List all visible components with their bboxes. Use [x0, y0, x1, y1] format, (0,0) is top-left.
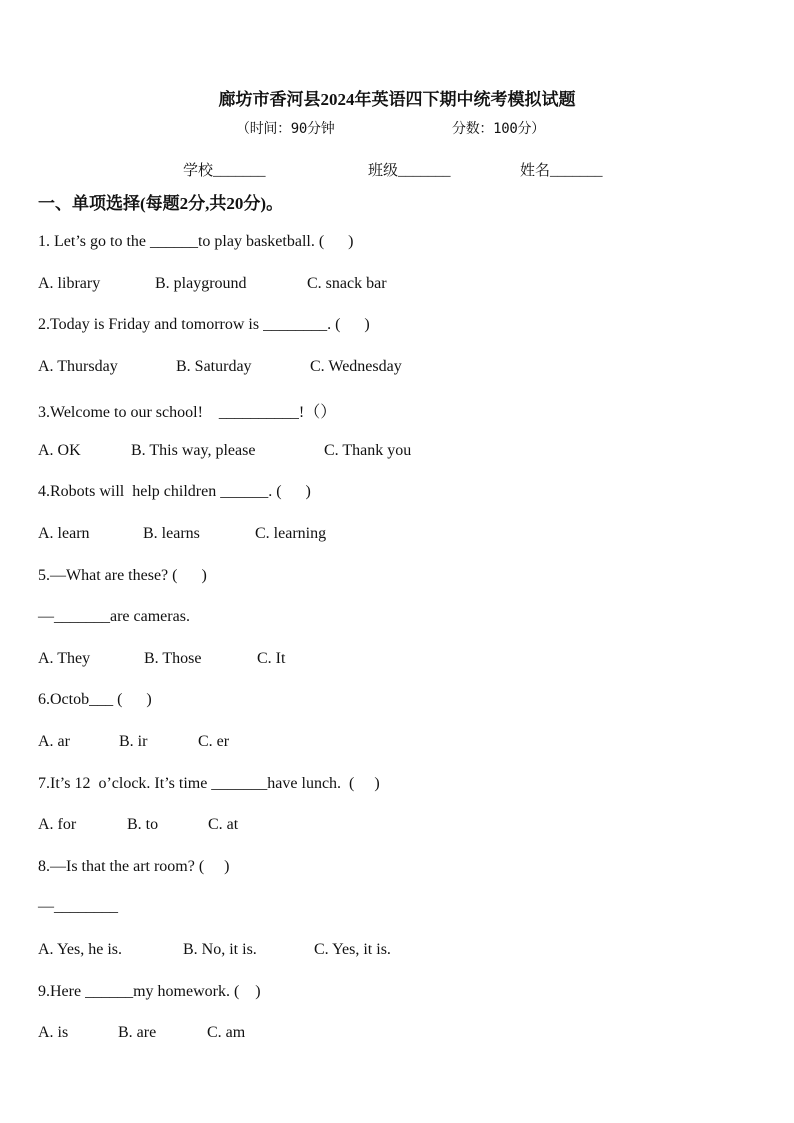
question-9: 9.Here ______my homework. ( )	[38, 983, 261, 1000]
question-5-answer-line: —_______are cameras.	[38, 608, 190, 625]
name-field: 姓名_______	[520, 163, 603, 179]
q2-option-a: A. Thursday	[38, 358, 118, 375]
q6-option-c: C. er	[198, 733, 230, 750]
q3-option-a: A. OK	[38, 442, 81, 459]
q7-option-b: B. to	[127, 816, 159, 833]
q7-option-c: C. at	[208, 816, 239, 833]
question-7: 7.It’s 12 o’clock. It’s time _______have lunch. ( )	[38, 775, 380, 792]
question-6: 6.Octob___ ( )	[38, 691, 152, 708]
q2-option-b: B. Saturday	[176, 358, 252, 375]
q5-option-b: B. Those	[144, 650, 202, 667]
question-1: 1. Let’s go to the ______to play basketball. ( )	[38, 233, 354, 250]
question-8: 8.—Is that the art room? ( )	[38, 858, 230, 875]
q8-option-a: A. Yes, he is.	[38, 941, 123, 958]
question-2: 2.Today is Friday and tomorrow is ________. ( )	[38, 316, 370, 333]
school-field: 学校_______	[183, 163, 266, 179]
question-4: 4.Robots will help children ______. ( )	[38, 483, 311, 500]
q5-option-a: A. They	[38, 650, 91, 667]
q9-option-b: B. are	[118, 1024, 157, 1041]
q2-option-c: C. Wednesday	[310, 358, 402, 375]
section-heading: 一、单项选择(每题2分,共20分)。	[38, 194, 284, 213]
q7-option-a: A. for	[38, 816, 77, 833]
q1-option-a: A. library	[38, 275, 101, 292]
q4-option-a: A. learn	[38, 525, 90, 542]
q4-option-c: C. learning	[255, 525, 327, 542]
question-3: 3.Welcome to our school! __________!（）	[38, 404, 337, 421]
q9-option-c: C. am	[207, 1024, 246, 1041]
q9-option-a: A. is	[38, 1024, 69, 1041]
q6-option-a: A. ar	[38, 733, 70, 750]
question-5: 5.—What are these? ( )	[38, 567, 207, 584]
exam-score: 分数：100分）	[452, 121, 545, 137]
q5-option-c: C. It	[257, 650, 286, 667]
class-field: 班级_______	[368, 163, 451, 179]
q3-option-c: C. Thank you	[324, 442, 412, 459]
question-8-answer-line: —________	[38, 898, 118, 915]
q1-option-b: B. playground	[155, 275, 247, 292]
q8-option-c: C. Yes, it is.	[314, 941, 391, 958]
q8-option-b: B. No, it is.	[183, 941, 257, 958]
q6-option-b: B. ir	[119, 733, 148, 750]
exam-time: （时间：90分钟	[236, 121, 335, 137]
q1-option-c: C. snack bar	[307, 275, 387, 292]
q4-option-b: B. learns	[143, 525, 200, 542]
q3-option-b: B. This way, please	[131, 442, 256, 459]
page-title: 廊坊市香河县2024年英语四下期中统考模拟试题	[218, 90, 576, 109]
